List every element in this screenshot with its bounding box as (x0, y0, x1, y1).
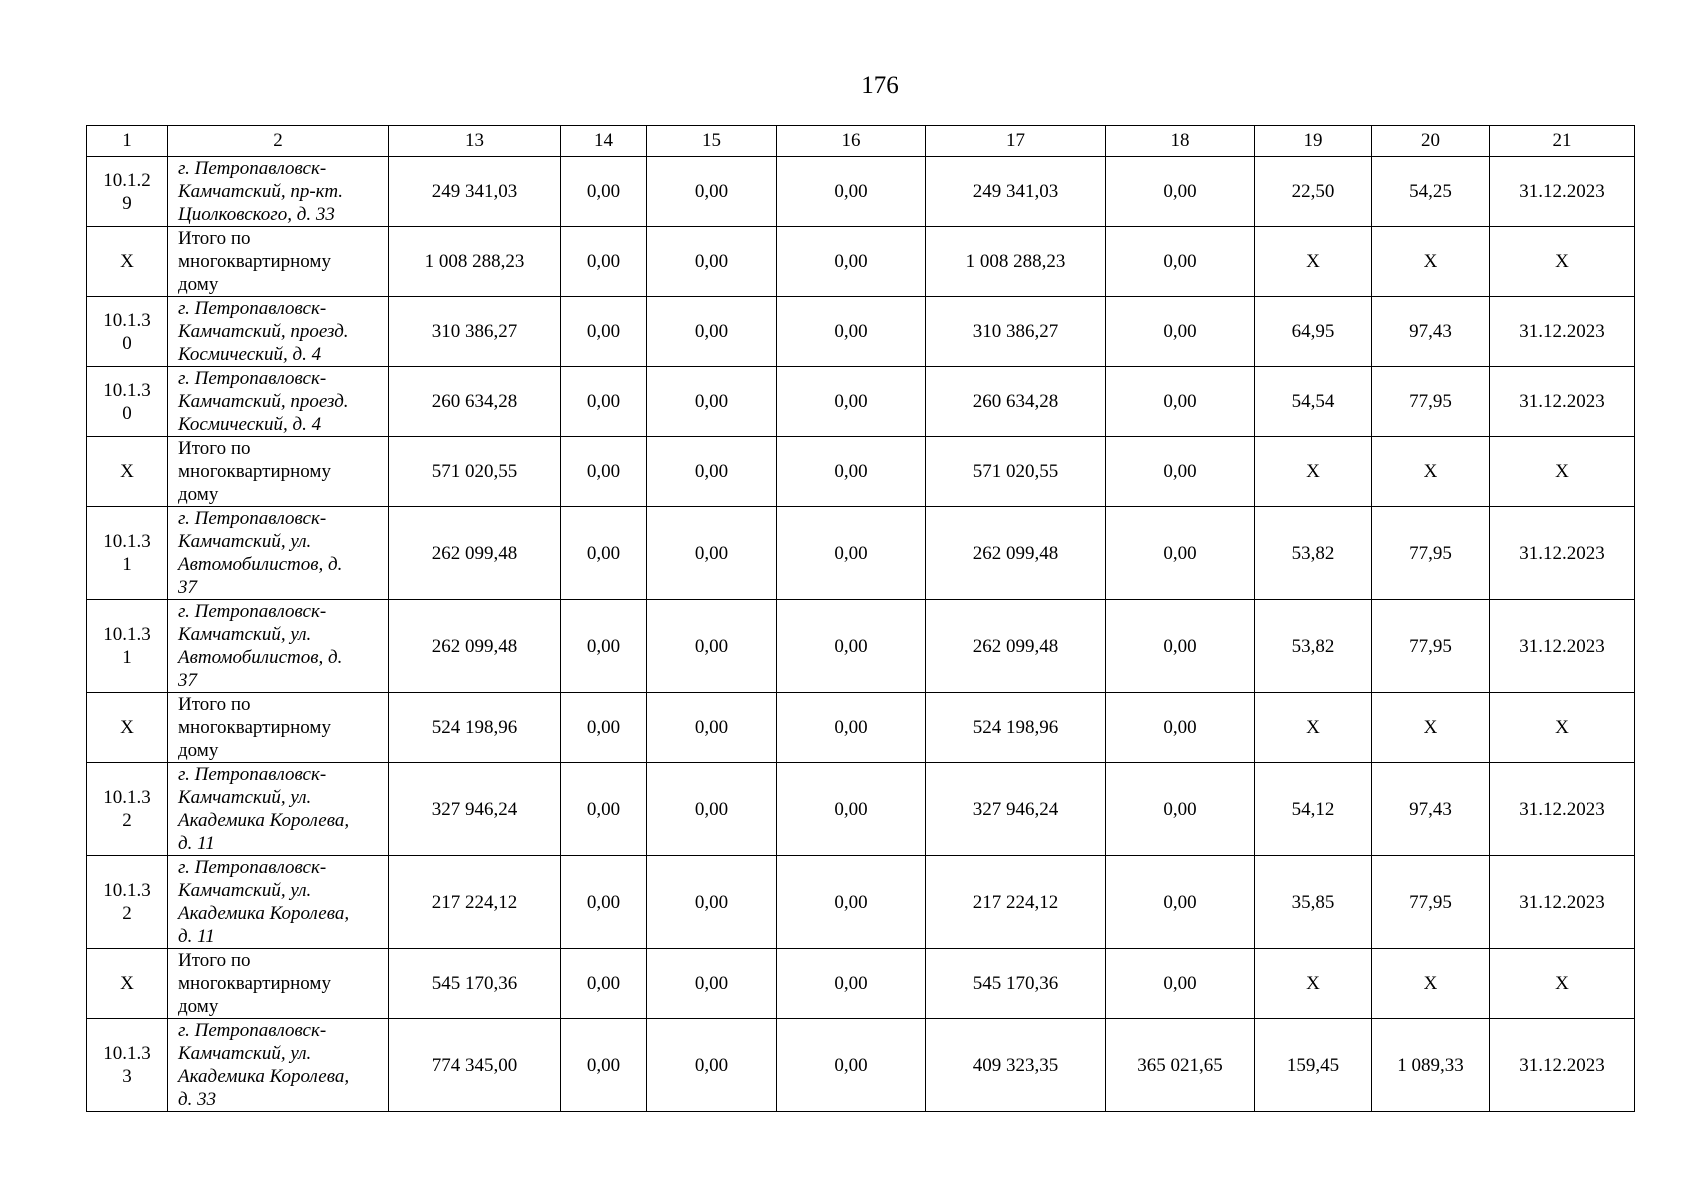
row-number-cell: 10.1.3 2 (87, 856, 168, 949)
value-cell: 0,00 (647, 227, 777, 297)
data-table (86, 125, 1635, 1112)
value-cell: X (1490, 227, 1635, 297)
value-cell: 31.12.2023 (1490, 856, 1635, 949)
address-cell: г. Петропавловск- Камчатский, проезд. Космический, д. 4 (168, 367, 389, 437)
value-cell: 54,12 (1255, 763, 1372, 856)
value-cell: 0,00 (777, 763, 926, 856)
value-cell: 0,00 (561, 297, 647, 367)
row-number-cell: 10.1.3 2 (87, 763, 168, 856)
value-cell: 0,00 (777, 367, 926, 437)
value-cell: 0,00 (1106, 437, 1255, 507)
value-cell: 31.12.2023 (1490, 600, 1635, 693)
value-cell: 0,00 (647, 437, 777, 507)
value-cell: 54,25 (1372, 157, 1490, 227)
value-cell: 31.12.2023 (1490, 157, 1635, 227)
value-cell: 54,54 (1255, 367, 1372, 437)
row-number-cell: 10.1.3 1 (87, 600, 168, 693)
row-number-cell: 10.1.3 0 (87, 367, 168, 437)
row-number-cell: 10.1.3 1 (87, 507, 168, 600)
value-cell: X (1372, 693, 1490, 763)
value-cell: 0,00 (1106, 949, 1255, 1019)
total-label-cell: Итого по многоквартирному дому (168, 227, 389, 297)
value-cell: 0,00 (1106, 856, 1255, 949)
column-header: 21 (1490, 126, 1635, 157)
column-header: 13 (389, 126, 561, 157)
value-cell: 0,00 (777, 1019, 926, 1112)
value-cell: 0,00 (777, 227, 926, 297)
total-label-cell: Итого по многоквартирному дому (168, 693, 389, 763)
table-row (87, 600, 1635, 693)
value-cell: 0,00 (777, 949, 926, 1019)
value-cell: 0,00 (777, 437, 926, 507)
value-cell: 0,00 (647, 763, 777, 856)
value-cell: 524 198,96 (389, 693, 561, 763)
value-cell: 409 323,35 (926, 1019, 1106, 1112)
value-cell: 217 224,12 (389, 856, 561, 949)
value-cell: 0,00 (1106, 157, 1255, 227)
value-cell: 0,00 (561, 949, 647, 1019)
value-cell: 1 008 288,23 (926, 227, 1106, 297)
table-row (87, 297, 1635, 367)
value-cell: X (1490, 949, 1635, 1019)
address-cell: г. Петропавловск- Камчатский, ул. Академика Королева, д. 11 (168, 856, 389, 949)
value-cell: 0,00 (647, 856, 777, 949)
value-cell: X (1255, 437, 1372, 507)
value-cell: 260 634,28 (926, 367, 1106, 437)
column-header: 15 (647, 126, 777, 157)
value-cell: 35,85 (1255, 856, 1372, 949)
row-number-cell: 10.1.3 3 (87, 1019, 168, 1112)
address-cell: г. Петропавловск- Камчатский, ул. Академика Королева, д. 33 (168, 1019, 389, 1112)
address-cell: г. Петропавловск- Камчатский, пр-кт. Циолковского, д. 33 (168, 157, 389, 227)
total-row (87, 227, 1635, 297)
value-cell: 1 008 288,23 (389, 227, 561, 297)
address-cell: г. Петропавловск- Камчатский, ул. Академика Королева, д. 11 (168, 763, 389, 856)
page-number: 176 (861, 72, 899, 99)
value-cell: 77,95 (1372, 856, 1490, 949)
value-cell: 31.12.2023 (1490, 367, 1635, 437)
table-row (87, 367, 1635, 437)
value-cell: 0,00 (561, 437, 647, 507)
table-row (87, 157, 1635, 227)
value-cell: 262 099,48 (926, 600, 1106, 693)
value-cell: 0,00 (561, 1019, 647, 1112)
value-cell: 0,00 (647, 693, 777, 763)
value-cell: 22,50 (1255, 157, 1372, 227)
total-label-cell: Итого по многоквартирному дому (168, 437, 389, 507)
value-cell: 77,95 (1372, 367, 1490, 437)
value-cell: 0,00 (561, 367, 647, 437)
table-row (87, 763, 1635, 856)
table-row (87, 856, 1635, 949)
value-cell: 77,95 (1372, 600, 1490, 693)
value-cell: 0,00 (647, 507, 777, 600)
row-number-cell: X (87, 437, 168, 507)
value-cell: 0,00 (561, 600, 647, 693)
value-cell: X (1372, 227, 1490, 297)
value-cell: 0,00 (1106, 507, 1255, 600)
value-cell: 0,00 (777, 297, 926, 367)
value-cell: 262 099,48 (389, 507, 561, 600)
value-cell: 249 341,03 (389, 157, 561, 227)
value-cell: 0,00 (561, 856, 647, 949)
value-cell: 64,95 (1255, 297, 1372, 367)
value-cell: 1 089,33 (1372, 1019, 1490, 1112)
table-row (87, 507, 1635, 600)
column-header: 18 (1106, 126, 1255, 157)
address-cell: г. Петропавловск- Камчатский, проезд. Космический, д. 4 (168, 297, 389, 367)
value-cell: 0,00 (647, 367, 777, 437)
value-cell: 545 170,36 (389, 949, 561, 1019)
value-cell: 159,45 (1255, 1019, 1372, 1112)
value-cell: X (1255, 227, 1372, 297)
row-number-cell: 10.1.2 9 (87, 157, 168, 227)
value-cell: 524 198,96 (926, 693, 1106, 763)
row-number-cell: X (87, 949, 168, 1019)
table-row (87, 1019, 1635, 1112)
value-cell: 0,00 (1106, 297, 1255, 367)
column-header: 17 (926, 126, 1106, 157)
total-row (87, 693, 1635, 763)
value-cell: 0,00 (647, 949, 777, 1019)
value-cell: 217 224,12 (926, 856, 1106, 949)
column-header: 19 (1255, 126, 1372, 157)
value-cell: X (1255, 693, 1372, 763)
header-row (87, 126, 1635, 157)
value-cell: 31.12.2023 (1490, 507, 1635, 600)
value-cell: 0,00 (561, 507, 647, 600)
value-cell: 0,00 (777, 693, 926, 763)
value-cell: 53,82 (1255, 507, 1372, 600)
value-cell: 0,00 (777, 600, 926, 693)
value-cell: 0,00 (647, 297, 777, 367)
address-cell: г. Петропавловск- Камчатский, ул. Автомобилистов, д. 37 (168, 507, 389, 600)
value-cell: 0,00 (561, 157, 647, 227)
column-header: 14 (561, 126, 647, 157)
value-cell: 774 345,00 (389, 1019, 561, 1112)
value-cell: 262 099,48 (389, 600, 561, 693)
value-cell: 0,00 (777, 856, 926, 949)
column-header: 16 (777, 126, 926, 157)
value-cell: 0,00 (1106, 227, 1255, 297)
value-cell: 31.12.2023 (1490, 297, 1635, 367)
row-number-cell: 10.1.3 0 (87, 297, 168, 367)
total-row (87, 949, 1635, 1019)
value-cell: 310 386,27 (926, 297, 1106, 367)
table-body (87, 157, 1635, 1112)
value-cell: 0,00 (1106, 367, 1255, 437)
row-number-cell: X (87, 227, 168, 297)
value-cell: 0,00 (647, 157, 777, 227)
column-header: 20 (1372, 126, 1490, 157)
value-cell: 53,82 (1255, 600, 1372, 693)
value-cell: 31.12.2023 (1490, 763, 1635, 856)
row-number-cell: X (87, 693, 168, 763)
value-cell: X (1490, 693, 1635, 763)
value-cell: 571 020,55 (926, 437, 1106, 507)
total-label-cell: Итого по многоквартирному дому (168, 949, 389, 1019)
value-cell: 327 946,24 (389, 763, 561, 856)
value-cell: 0,00 (647, 1019, 777, 1112)
value-cell: 97,43 (1372, 763, 1490, 856)
value-cell: 327 946,24 (926, 763, 1106, 856)
value-cell: 545 170,36 (926, 949, 1106, 1019)
value-cell: 31.12.2023 (1490, 1019, 1635, 1112)
value-cell: 365 021,65 (1106, 1019, 1255, 1112)
value-cell: X (1372, 437, 1490, 507)
value-cell: 0,00 (647, 600, 777, 693)
value-cell: 0,00 (1106, 600, 1255, 693)
value-cell: X (1255, 949, 1372, 1019)
value-cell: 0,00 (561, 693, 647, 763)
column-header: 1 (87, 126, 168, 157)
value-cell: 0,00 (777, 157, 926, 227)
value-cell: 77,95 (1372, 507, 1490, 600)
value-cell: 249 341,03 (926, 157, 1106, 227)
value-cell: 0,00 (1106, 763, 1255, 856)
value-cell: 260 634,28 (389, 367, 561, 437)
value-cell: 310 386,27 (389, 297, 561, 367)
column-header: 2 (168, 126, 389, 157)
total-row (87, 437, 1635, 507)
value-cell: 0,00 (1106, 693, 1255, 763)
value-cell: X (1372, 949, 1490, 1019)
address-cell: г. Петропавловск- Камчатский, ул. Автомобилистов, д. 37 (168, 600, 389, 693)
value-cell: 262 099,48 (926, 507, 1106, 600)
value-cell: 0,00 (561, 763, 647, 856)
value-cell: 0,00 (777, 507, 926, 600)
value-cell: X (1490, 437, 1635, 507)
value-cell: 0,00 (561, 227, 647, 297)
value-cell: 571 020,55 (389, 437, 561, 507)
value-cell: 97,43 (1372, 297, 1490, 367)
